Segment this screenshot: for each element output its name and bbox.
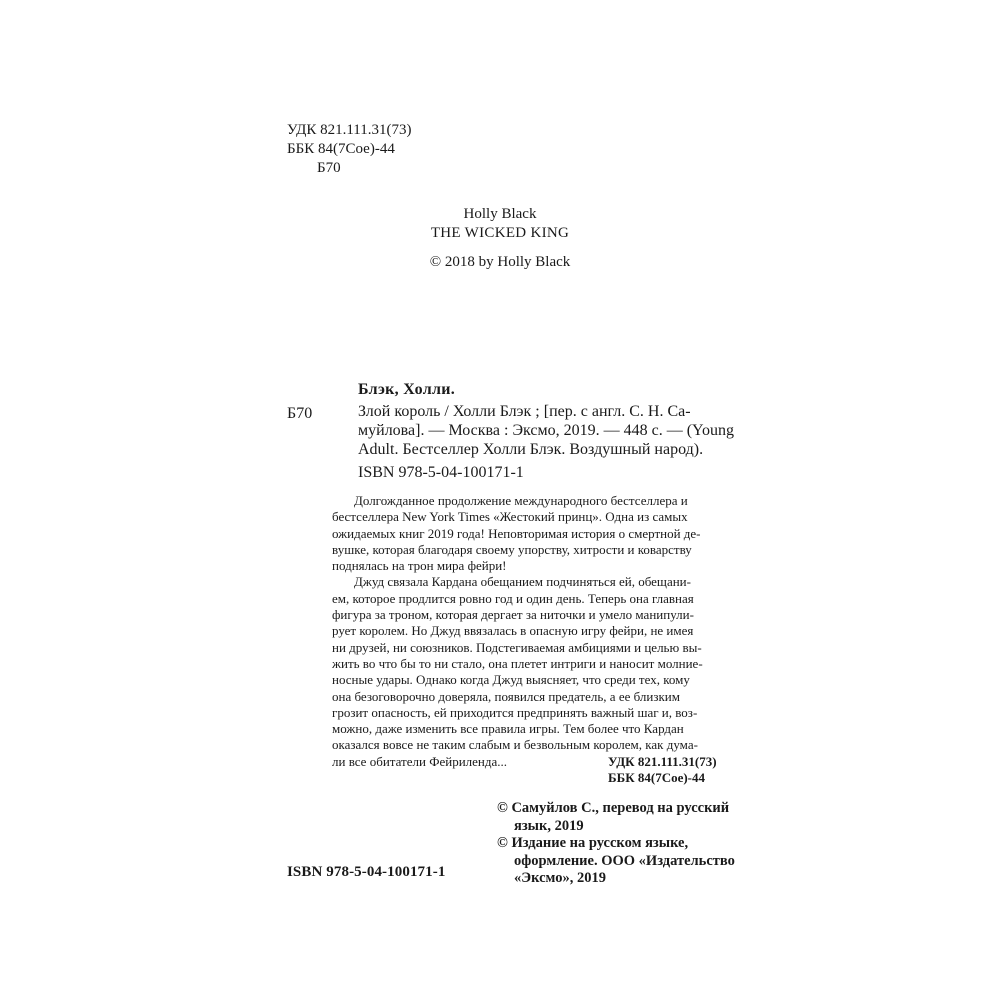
udk-code: УДК 821.111.31(73) <box>287 122 412 138</box>
original-author: Holly Black <box>463 206 537 222</box>
original-copyright: © 2018 by Holly Black <box>429 254 571 270</box>
annotation-line: вушке, которая благодаря своему упорству, хитрости и коварству <box>332 541 692 557</box>
biblio-line: Adult. Бестселлер Холли Блэк. Воздушный народ). <box>358 441 704 458</box>
annotation-line: ли все обитатели Фейриленда... <box>332 753 507 769</box>
rights-line: © Издание на русском языке, <box>497 835 689 851</box>
footer-udk: УДК 821.111.31(73) <box>608 754 717 769</box>
footer-bbk: ББК 84(7Сое)-44 <box>608 770 706 785</box>
annotation-line: рует королем. Но Джуд ввязалась в опасную игру фейри, не имея <box>332 623 694 639</box>
isbn-bottom: ISBN 978-5-04-100171-1 <box>287 864 446 880</box>
annotation-line: бестселлера New York Times «Жестокий принц». Одна из самых <box>332 509 688 525</box>
annotation-line: Долгожданное продолжение международного бестселлера и <box>354 493 688 508</box>
annotation-line: можно, даже изменить все правила игры. Тем более что Кардан <box>332 721 684 737</box>
annotation-line: поднялась на трон мира фейри! <box>332 558 507 574</box>
record-code: Б70 <box>287 405 313 422</box>
annotation-line: Джуд связала Кардана обещанием подчиняться ей, обещани- <box>354 574 691 590</box>
author-sign: Б70 <box>317 160 341 176</box>
annotation-line: она безоговорочно доверяла, появился предатель, а ее близким <box>332 688 680 704</box>
annotation-line: ожидаемых книг 2019 года! Неповторимая история о смертной де- <box>332 525 701 541</box>
biblio-line: муйлова]. — Москва : Эксмо, 2019. — 448 с. — (Young <box>358 422 734 439</box>
classification-block <box>287 121 411 178</box>
rights-line: © Самуйлов С., перевод на русский <box>497 800 730 816</box>
annotation-line: грозит опасность, ей приходится предпринять важный шаг и, воз- <box>332 704 698 720</box>
annotation-line: жить во что бы то ни стало, она плетет интриги и наносит молние- <box>332 655 703 671</box>
original-title: THE WICKED KING <box>430 225 570 241</box>
annotation-line: ни друзей, ни союзников. Подстегиваемая амбициями и целью вы- <box>332 639 702 655</box>
bbk-code: ББК 84(7Сое)-44 <box>287 141 395 157</box>
annotation-line: носные удары. Однако когда Джуд выясняет, что среди тех, кому <box>332 672 690 688</box>
record-isbn: ISBN 978-5-04-100171-1 <box>358 464 524 481</box>
annotation <box>332 493 722 770</box>
biblio-line: Злой король / Холли Блэк ; [пер. с англ. С. Н. Са- <box>358 403 691 420</box>
annotation-line: ем, которое продлится ровно год и один день. Теперь она главная <box>332 590 694 606</box>
rights-block <box>497 800 735 888</box>
annotation-line: оказался вовсе не таким слабым и безвольным королем, как дума- <box>332 737 698 753</box>
rights-line: оформление. ООО «Издательство <box>514 852 735 869</box>
rights-line: «Эксмо», 2019 <box>514 870 606 886</box>
annotation-line: фигура за троном, которая дергает за ниточки и умело манипули- <box>332 607 694 623</box>
footer-classification <box>582 754 722 786</box>
bibliographic-description <box>358 402 734 459</box>
record-author: Блэк, Холли. <box>358 381 456 398</box>
rights-line: язык, 2019 <box>514 817 584 834</box>
